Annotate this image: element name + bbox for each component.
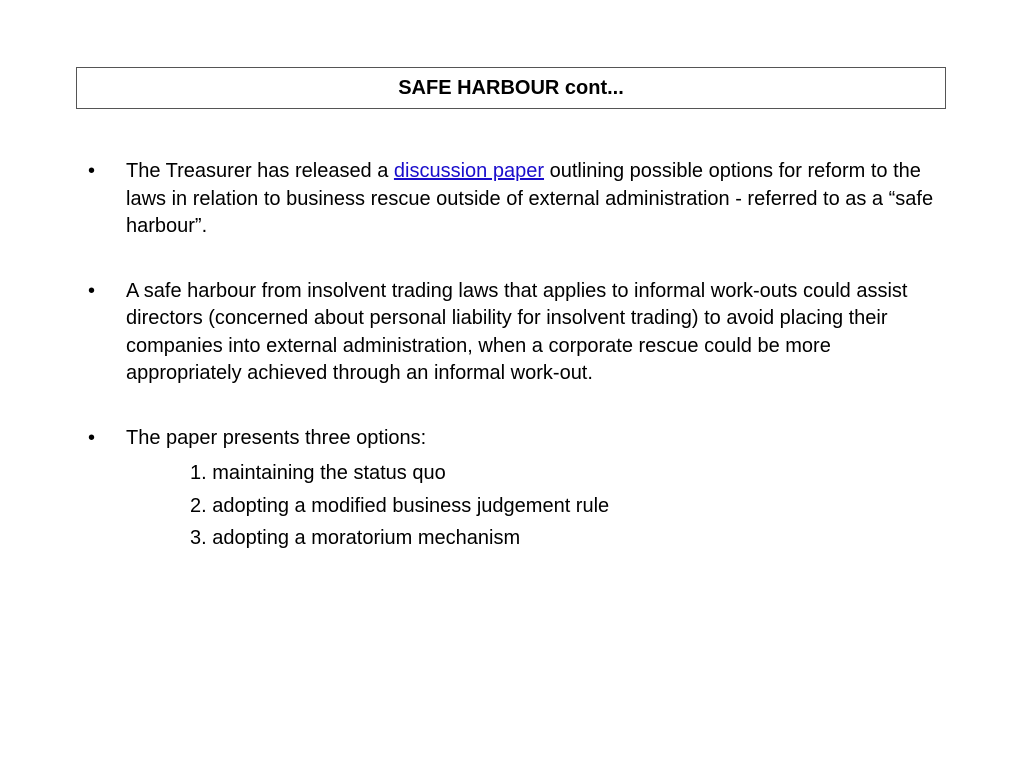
bullet-icon: •: [88, 279, 96, 302]
discussion-paper-link[interactable]: discussion paper: [393, 160, 545, 182]
options-list: [126, 457, 946, 555]
bullet-item-discussion-paper: [0, 158, 946, 241]
bullet-item-safe-harbour: [0, 278, 946, 388]
bullet-icon: •: [88, 426, 96, 449]
bullet-text-after-link: outlining possible options for reform to the laws in relation to business rescue outside of external administration - referred to as a “safe harbour”.: [126, 160, 934, 237]
slide-title: SAFE HARBOUR cont...: [398, 77, 624, 99]
bullet-text: A safe harbour from insolvent trading laws that applies to informal work-outs could assist directors (concerned about personal liability for insolvent trading) to avoid placing their companies into external administration, when a corporate rescue could be more appropriately achieved through an informal work-out.: [126, 279, 908, 384]
option-item-2: 2. adopting a modified business judgement rule: [190, 494, 610, 517]
option-item-1: 1. maintaining the status quo: [190, 462, 446, 484]
bullet-item-options: [0, 425, 946, 555]
bullet-icon: •: [88, 160, 96, 182]
bullet-list: [0, 158, 1024, 592]
bullet-text: The paper presents three options:: [126, 426, 427, 449]
slide-title-box: [76, 67, 946, 109]
bullet-text-before-link: The Treasurer has released a: [126, 160, 394, 182]
option-item-3: 3. adopting a moratorium mechanism: [190, 527, 521, 549]
